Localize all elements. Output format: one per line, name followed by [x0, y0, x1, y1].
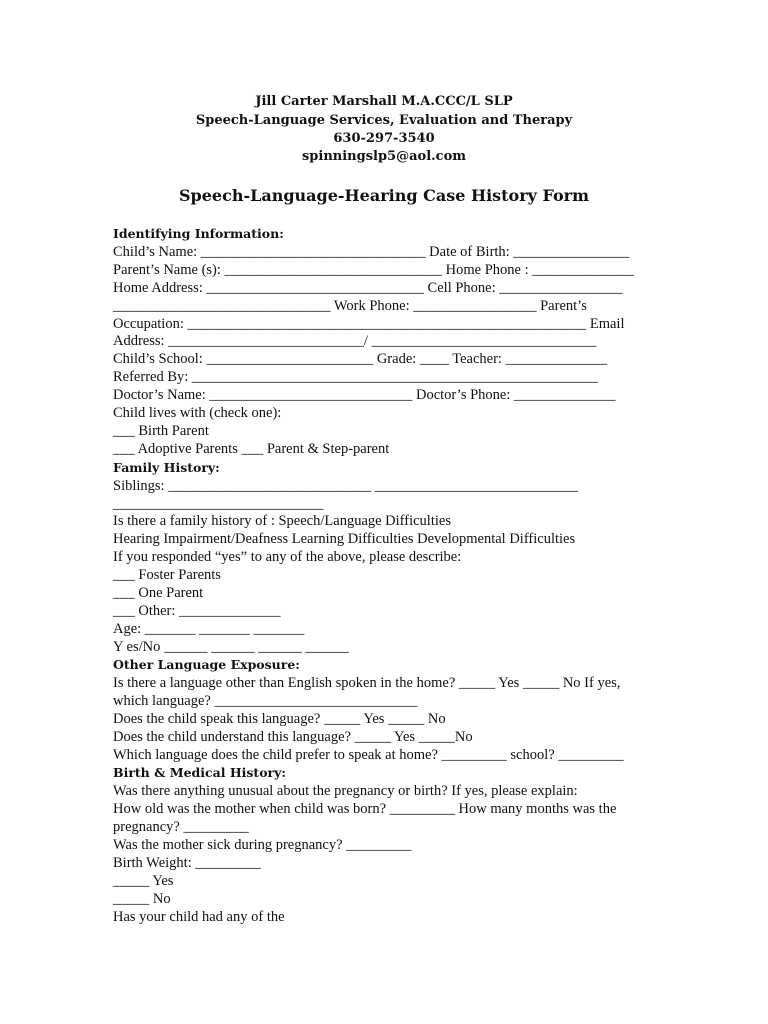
describe-prompt: If you responded “yes” to any of the above, please describe: [113, 549, 462, 565]
option-foster-parents: ___ Foster Parents [113, 567, 221, 583]
option-one-parent: ___ One Parent [113, 585, 204, 601]
field-child-name: Child’s Name: _______________________________ Date of Birth: ________________ [113, 244, 630, 260]
language-home-question: Is there a language other than English spoken in the home? _____ Yes _____ No If yes, [113, 675, 621, 691]
field-school: Child’s School: _______________________ Grade: ____ Teacher: ______________ [113, 351, 608, 367]
mother-age: How old was the mother when child was born? _________ How many months was the [113, 801, 617, 817]
lives-with-prompt: Child lives with (check one): [113, 405, 282, 421]
section-identifying: Identifying Information: [113, 226, 284, 241]
family-history-options: Hearing Impairment/Deafness Learning Difficulties Developmental Difficulties [113, 531, 576, 547]
field-work-phone: ______________________________ Work Phone: _________________ Parent’s [113, 298, 587, 314]
section-language: Other Language Exposure: [113, 657, 300, 672]
language-prefer: Which language does the child prefer to speak at home? _________ school? _________ [113, 747, 624, 763]
birth-weight: Birth Weight: _________ [113, 855, 261, 871]
family-history-question: Is there a family history of : Speech/Language Difficulties [113, 513, 451, 529]
field-siblings-cont: _____________________________ [113, 496, 324, 512]
mother-sick: Was the mother sick during pregnancy? _________ [113, 837, 412, 853]
field-email-address: Address: ___________________________/ _______________________________ [113, 333, 597, 349]
child-had-prompt: Has your child had any of the [113, 909, 285, 925]
language-understand: Does the child understand this language? _____ Yes _____No [113, 729, 473, 745]
section-family: Family History: [113, 460, 220, 475]
option-birth-parent: ___ Birth Parent [113, 423, 209, 439]
field-age: Age: _______ _______ _______ [113, 621, 305, 637]
services-line: Speech-Language Services, Evaluation and Therapy [195, 113, 573, 128]
field-parent-name: Parent’s Name (s): ______________________________ Home Phone : ______________ [113, 262, 634, 278]
option-other: ___ Other: ______________ [113, 603, 281, 619]
field-yes-no: Y es/No ______ ______ ______ ______ [113, 639, 349, 655]
option-adoptive-step: ___ Adoptive Parents ___ Parent & Step-parent [113, 441, 390, 457]
field-siblings: Siblings: ____________________________ ____________________________ [113, 478, 578, 494]
email-address: spinningslp5@aol.com [301, 149, 467, 164]
field-referred-by: Referred By: ________________________________________________________ [113, 369, 598, 385]
section-birth: Birth & Medical History: [113, 765, 287, 780]
clinician-name: Jill Carter Marshall M.A.CCC/L SLP [255, 94, 513, 109]
pregnancy-unusual: Was there anything unusual about the pregnancy or birth? If yes, please explain: [113, 783, 578, 799]
field-home-address: Home Address: ______________________________ Cell Phone: _________________ [113, 280, 623, 296]
option-yes: _____ Yes [113, 873, 174, 889]
phone-number: 630-297-3540 [333, 131, 435, 146]
form-title: Speech-Language-Hearing Case History Form [178, 186, 590, 205]
option-no: _____ No [113, 891, 171, 907]
field-occupation: Occupation: _______________________________________________________ Email [113, 316, 625, 332]
language-which: which language? ____________________________ [113, 693, 418, 709]
language-speak: Does the child speak this language? _____ Yes _____ No [113, 711, 446, 727]
field-doctor: Doctor’s Name: ____________________________ Doctor’s Phone: ______________ [113, 387, 616, 403]
pregnancy-months: pregnancy? _________ [113, 819, 249, 835]
